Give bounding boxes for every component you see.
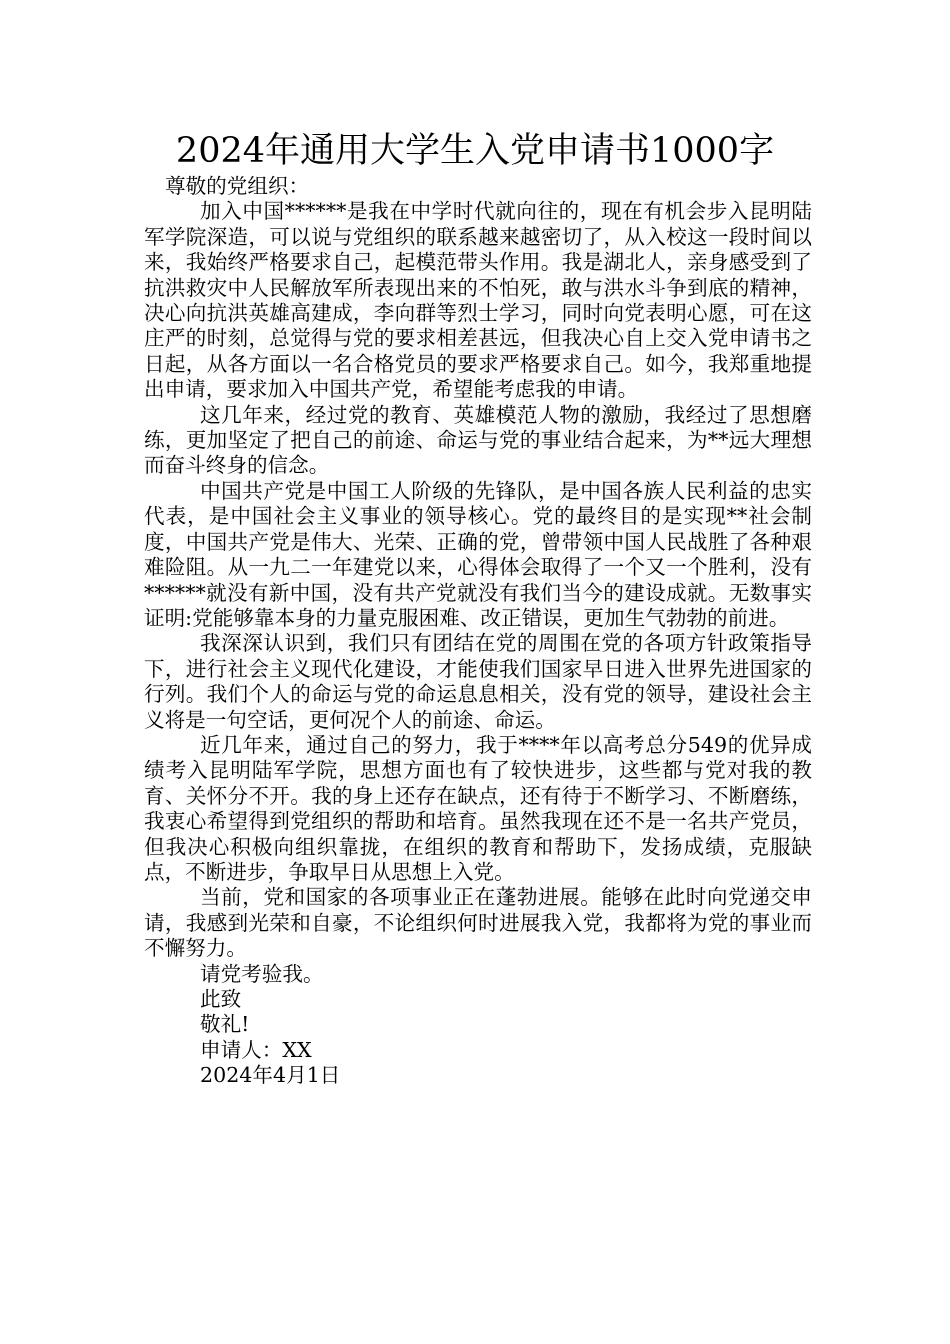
letter-date: 2024年4月1日: [200, 1063, 341, 1088]
salutation: 尊敬的党组织：: [165, 174, 310, 198]
paragraph-1: 加入中国******是我在中学时代就向往的，现在有机会步入昆明陆军学院深造，可以说与党组织的联系越来越密切了，从入校这一段时间以来，我始终严格要求自己，起模范带头作用。我是湖北人，亲身感受到了抗洪救灾中人民解放军所表现出来的不怕死，敢与洪水斗争到底的精神，决心向抗洪英雄高建成，李向群等烈士学习，同时向党表明心愿，可在这庄严的时刻，总觉得与党的要求相差甚远，但我决心自上交入党申请书之日起，从各方面以一名合格党员的要求严格要求自己。如今，我郑重地提出申请，要求加入中国共产党，希望能考虑我的申请。: [144, 199, 812, 402]
closing-request: 请党考验我。: [200, 961, 324, 986]
paragraph-5: 近几年来，通过自己的努力，我于****年以高考总分549的优异成绩考入昆明陆军学院，思想方面也有了较快进步，这些都与党对我的教育、关怀分不开。我的身上还存在缺点，还有待于不断学习、不断磨练，我衷心希望得到党组织的帮助和培育。虽然我现在还不是一名共产党员，但我决心积极向组织靠拢，在组织的教育和帮助下，发扬成绩，克服缺点，不断进步，争取早日从思想上入党。: [144, 732, 812, 884]
paragraph-6: 当前，党和国家的各项事业正在蓬勃进展。能够在此时向党递交申请，我感到光荣和自豪，不论组织何时进展我入党，我都将为党的事业而不懈努力。: [144, 885, 812, 961]
letter-body: [144, 174, 812, 1089]
paragraph-4: 我深深认识到，我们只有团结在党的周围在党的各项方针政策指导下，进行社会主义现代化建设，才能使我们国家早日进入世界先进国家的行列。我们个人的命运与党的命运息息相关，没有党的领导，建设社会主义将是一句空话，更何况个人的前途、命运。: [144, 631, 812, 732]
paragraph-2: 这几年来，经过党的教育、英雄模范人物的激励，我经过了思想磨练，更加坚定了把自己的前途、命运与党的事业结合起来，为**远大理想而奋斗终身的信念。: [144, 402, 812, 478]
paragraph-3: 中国共产党是中国工人阶级的先锋队，是中国各族人民利益的忠实代表，是中国社会主义事业的领导核心。党的最终目的是实现**社会制度，中国共产党是伟大、光荣、正确的党，曾带领中国人民战胜了各种艰难险阻。从一九二一年建党以来，心得体会取得了一个又一个胜利，没有******就没有新中国，没有共产党就没有我们当今的建设成就。无数事实证明:党能够靠本身的力量克服困难、改正错误，更加生气勃勃的前进。: [144, 478, 812, 630]
document-title: 2024年通用大学生入党申请书1000字: [175, 131, 775, 171]
applicant-signature: 申请人：XX: [200, 1037, 312, 1062]
closing-regards-2: 敬礼!: [200, 1012, 250, 1037]
closing-regards-1: 此致: [200, 987, 242, 1011]
